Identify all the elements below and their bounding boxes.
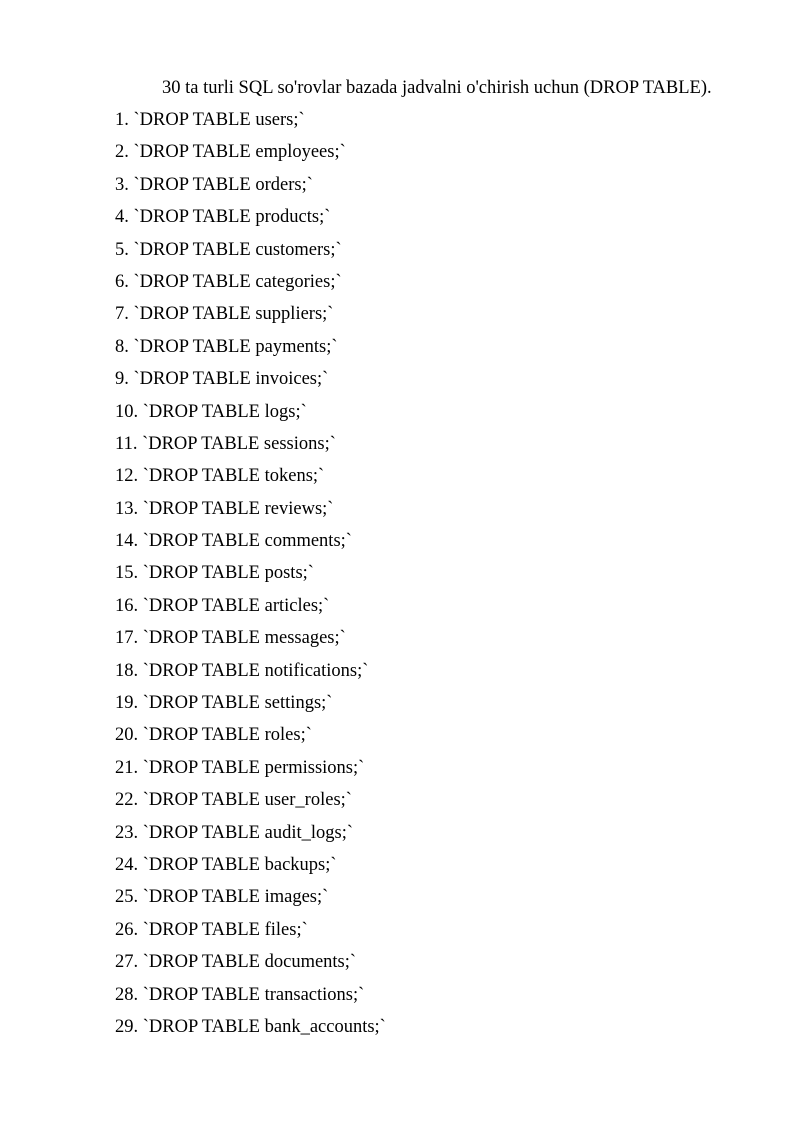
list-item: 8. `DROP TABLE payments;` <box>115 336 338 357</box>
list-item: 15. `DROP TABLE posts;` <box>115 563 314 584</box>
list-item: 9. `DROP TABLE invoices;` <box>115 369 329 390</box>
list-item: 5. `DROP TABLE customers;` <box>115 239 342 260</box>
list-item: 13. `DROP TABLE reviews;` <box>115 498 334 519</box>
list-item: 7. `DROP TABLE suppliers;` <box>115 304 334 325</box>
list-item: 21. `DROP TABLE permissions;` <box>115 757 365 778</box>
list-item: 27. `DROP TABLE documents;` <box>115 952 357 973</box>
list-item: 17. `DROP TABLE messages;` <box>115 628 346 649</box>
list-item: 6. `DROP TABLE categories;` <box>115 271 342 292</box>
list-item: 10. `DROP TABLE logs;` <box>115 401 307 422</box>
list-item: 19. `DROP TABLE settings;` <box>115 693 333 714</box>
list-item: 25. `DROP TABLE images;` <box>115 887 329 908</box>
list-item: 4. `DROP TABLE products;` <box>115 207 331 228</box>
list-item: 28. `DROP TABLE transactions;` <box>115 984 365 1005</box>
list-item: 22. `DROP TABLE user_roles;` <box>115 790 352 811</box>
list-item: 1. `DROP TABLE users;` <box>115 110 305 130</box>
list-item: 2. `DROP TABLE employees;` <box>115 142 346 163</box>
document-heading: 30 ta turli SQL so'rovlar bazada jadvalni o'chirish uchun (DROP TABLE). <box>162 78 712 98</box>
list-item: 20. `DROP TABLE roles;` <box>115 725 312 746</box>
list-item: 11. `DROP TABLE sessions;` <box>115 433 336 454</box>
list-item: 23. `DROP TABLE audit_logs;` <box>115 822 353 843</box>
drop-table-list <box>115 108 386 1047</box>
list-item: 14. `DROP TABLE comments;` <box>115 531 352 552</box>
list-item: 16. `DROP TABLE articles;` <box>115 595 330 616</box>
list-item: 18. `DROP TABLE notifications;` <box>115 660 369 681</box>
list-item: 24. `DROP TABLE backups;` <box>115 854 337 875</box>
list-item: 29. `DROP TABLE bank_accounts;` <box>115 1016 386 1037</box>
list-item: 12. `DROP TABLE tokens;` <box>115 466 325 487</box>
list-item: 26. `DROP TABLE files;` <box>115 919 308 940</box>
list-item: 3. `DROP TABLE orders;` <box>115 174 313 195</box>
